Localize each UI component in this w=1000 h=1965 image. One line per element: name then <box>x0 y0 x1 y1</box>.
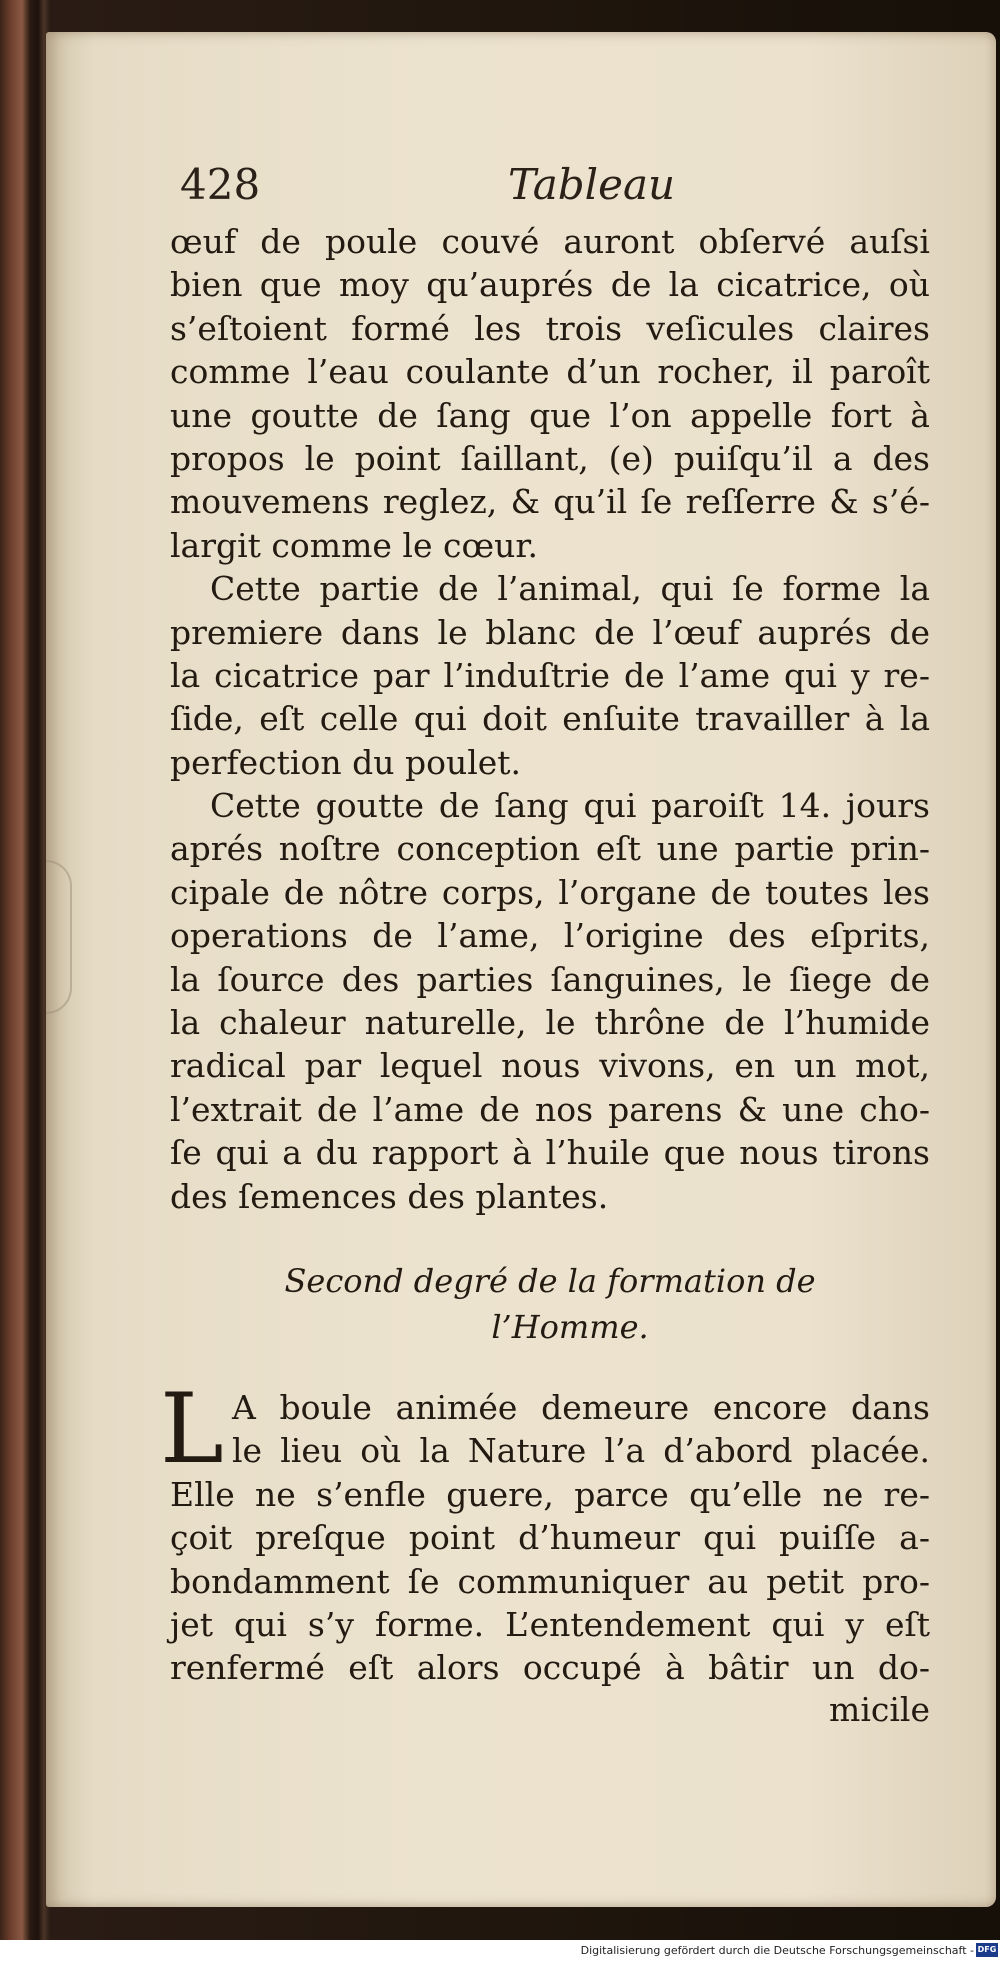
text-line: çoit preſque point d’humeur qui puiſſe a- <box>170 1518 930 1558</box>
body-text-bottom <box>170 1386 930 1690</box>
text-line: ſide, eſt celle qui doit enſuite travailler à la <box>170 699 930 739</box>
text-line: mouvemens reglez, & qu’il ſe reſſerre & s’é- <box>170 482 930 522</box>
section-heading-line-2: l’Homme. <box>491 1308 649 1346</box>
text-line: premiere dans le blanc de l’œuf auprés de <box>170 612 930 652</box>
text-line: cipale de nôtre corps, l’organe de toutes les <box>170 872 930 912</box>
text-line: A boule animée demeure encore dans <box>232 1388 930 1427</box>
running-title: Tableau <box>508 160 676 209</box>
digitization-footer <box>0 1940 1000 1965</box>
text-line: bondamment ſe communiquer au petit pro- <box>170 1561 930 1601</box>
text-line: des ſemences des plantes. <box>170 1176 609 1216</box>
text-line: radical par lequel nous vivons, en un mot, <box>170 1046 930 1086</box>
page-number: 428 <box>180 160 261 209</box>
binding-mark <box>46 860 72 1014</box>
catchword: micile <box>829 1690 930 1729</box>
footer-credit: Digitalisierung gefördert durch die Deutsche Forschungsgemeinschaft - <box>580 1944 974 1957</box>
text-line: ſe qui a du rapport à l’huile que nous tirons <box>170 1133 930 1173</box>
text-line: la chaleur naturelle, le thrône de l’humide <box>170 1003 930 1043</box>
text-line: operations de l’ame, l’origine des eſprits, <box>170 916 930 956</box>
drop-cap: L <box>160 1373 224 1485</box>
text-line: perfection du poulet. <box>170 742 522 782</box>
text-line: propos le point ſaillant, (e) puiſqu’il a des <box>170 438 930 478</box>
text-line: jet qui s’y forme. L’entendement qui y eſt <box>170 1604 930 1644</box>
text-line: le lieu où la Nature l’a d’abord placée. <box>232 1431 930 1471</box>
text-line: la ſource des parties ſanguines, le ſiege de <box>170 959 930 999</box>
text-line: s’eſtoient formé les trois veſicules claires <box>170 308 930 348</box>
text-line: Cette goutte de ſang qui paroiſt 14. jours <box>210 786 930 826</box>
section-heading <box>170 1258 930 1350</box>
text-line: largit comme le cœur. <box>170 525 538 565</box>
text-line: œuf de poule couvé auront obſervé auſsi <box>170 222 930 261</box>
text-line: Cette partie de l’animal, qui ſe forme la <box>210 569 930 609</box>
text-line: bien que moy qu’auprés de la cicatrice, où <box>170 265 930 305</box>
text-line: l’extrait de l’ame de nos parens & une cho- <box>170 1089 930 1129</box>
body-text-top <box>170 220 930 1218</box>
section-heading-line-1: Second degré de la formation de <box>284 1262 816 1300</box>
text-line: renfermé eſt alors occupé à bâtir un do- <box>170 1648 930 1688</box>
text-line: la cicatrice par l’induſtrie de l’ame qui y re- <box>170 655 930 695</box>
dfg-logo: DFG <box>976 1943 998 1957</box>
running-head <box>180 160 700 220</box>
text-line: une goutte de ſang que l’on appelle fort à <box>170 395 930 435</box>
text-line: comme l’eau coulante d’un rocher, il paroît <box>170 352 930 392</box>
text-line: aprés noſtre conception eſt une partie prin- <box>170 829 930 869</box>
text-line: Elle ne s’enfle guere, parce qu’elle ne re- <box>170 1474 930 1514</box>
